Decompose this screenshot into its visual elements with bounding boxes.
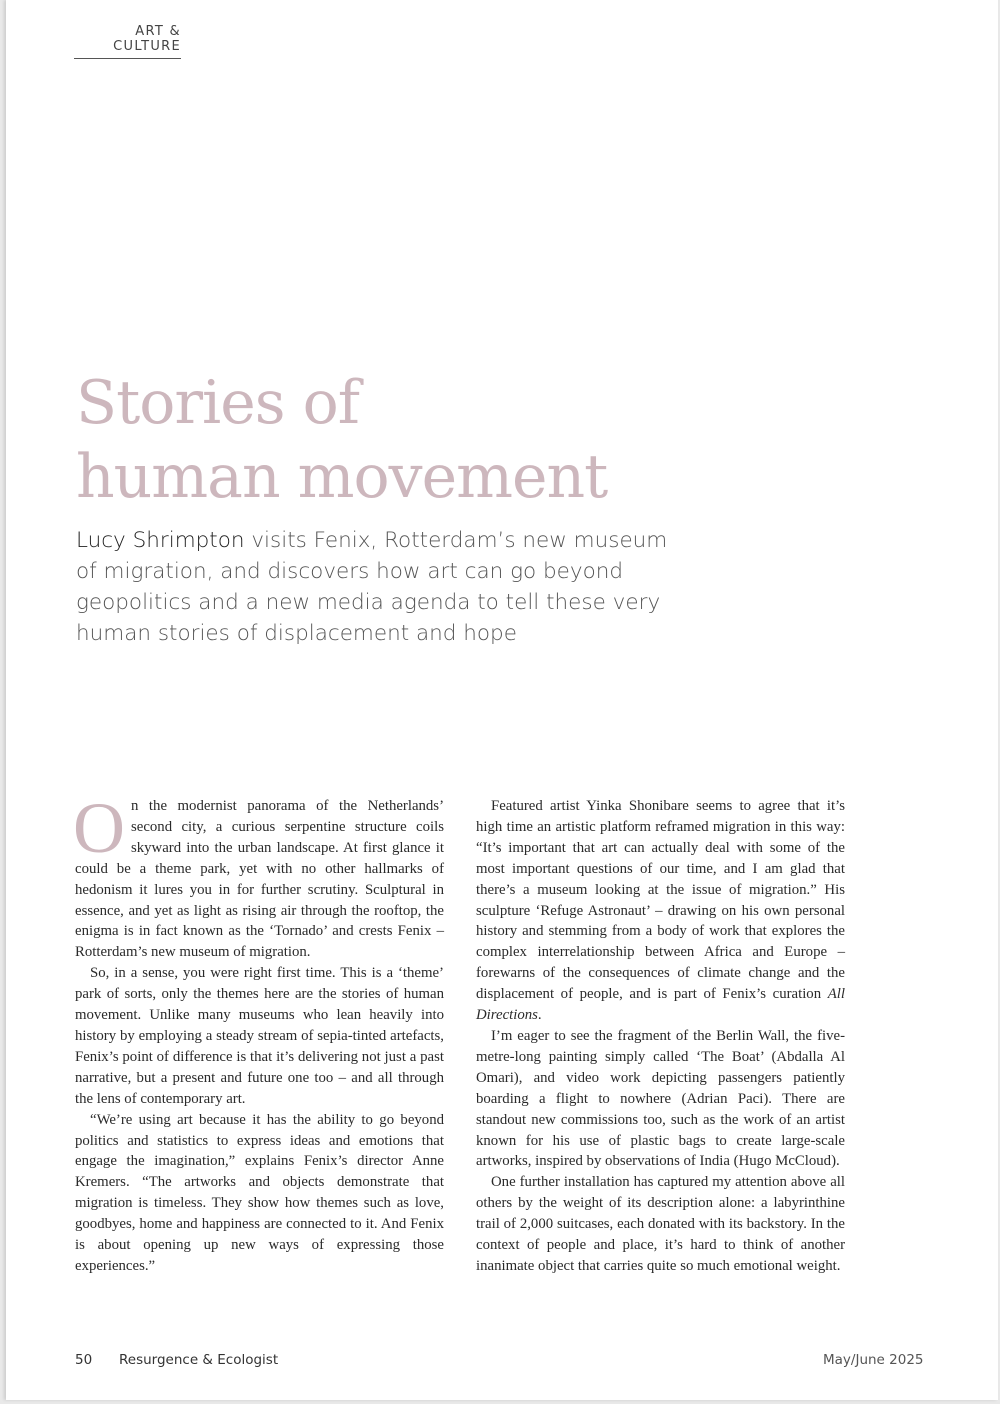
drop-cap: O: [73, 788, 125, 868]
author-name: Lucy Shrimpton: [76, 528, 245, 553]
section-tag: [74, 24, 181, 59]
body-paragraph: [476, 796, 845, 1026]
headline-line-1: Stories of: [76, 368, 359, 438]
standfirst-text: visits Fenix, Rotterdam’s new museum of migration, and discovers how art can go beyond geopolitics and a new media agenda to tell these very human stories of displacement and hope: [76, 528, 668, 646]
body-paragraph: So, in a sense, you were right first time. This is a ‘theme’ park of sorts, only the themes here are the stories of human movement. Unlike many museums who lean heavily into history by employing a steady stream of sepia-tinted artefacts, Fenix’s point of difference is that it’s delivering not just a past narrative, but a present and future one too – and all through the lens of contemporary art.: [75, 965, 444, 1107]
body-paragraph: “We’re using art because it has the ability to go beyond politics and statistics to express ideas and emotions that engage the imagination,” explains Fenix’s director Anne Kremers. “The artworks and objects demonstrate that migration is timeless. They show how themes such as love, goodbyes, home and happiness are connected to it. And Fenix is about opening up new ways of expressing those experiences.”: [75, 1111, 444, 1274]
magazine-page: [6, 0, 998, 1400]
magazine-name: Resurgence & Ecologist: [119, 1352, 279, 1368]
page-number: 50: [75, 1352, 93, 1368]
section-label: ART & CULTURE: [113, 24, 181, 54]
body-paragraph: I’m eager to see the fragment of the Berlin Wall, the five-metre-long painting simply called ‘The Boat’ (Abdalla Al Omari), and video work depicting passengers patiently boarding a flight to nowhere (Adrian Paci). There are standout new commissions too, such as the work of an artist known for his use of plastic bags to create large-scale artworks, inspired by observations of India (Hugo McCloud).: [476, 1027, 845, 1170]
article-headline: [76, 366, 716, 514]
paragraph-text: n the modernist panorama of the Netherlands’ second city, a curious serpentine structure coils skyward into the urban landscape. At first glance it could be a theme park, yet with no other hallmarks of hedonism it lures you in for further scrutiny. Sculptural in essence, and yet as light as rising air through the rooftop, the enigma is in fact known as the ‘Tornado’ and crests Fenix – Rotterdam’s new museum of migration.: [75, 798, 444, 961]
exhibition-title: All Directions: [476, 986, 845, 1024]
body-column-left: [73, 788, 444, 1277]
body-paragraph: One further installation has captured my attention above all others by the weight of its description alone: a labyrinthine trail of 2,000 suitcases, each donated with its backstory. In the context of people and place, it’s hard to think of another inanimate object that carries quite so much emotional weight.: [476, 1174, 845, 1274]
body-paragraph: [73, 788, 444, 963]
issue-date: May/June 2025: [823, 1352, 924, 1368]
body-column-right: [476, 796, 845, 1277]
paragraph-end: .: [537, 1007, 542, 1024]
standfirst: [76, 525, 676, 649]
headline-line-2: human movement: [76, 442, 608, 512]
paragraph-text: Featured artist Yinka Shonibare seems to agree that it’s high time an artistic platform reframed migration in this way: “It’s important that art can actually deal with some of the most important questions of our time, and I am glad that there’s a museum looking at the issue of migration.” His sculpture ‘Refuge Astronaut’ – drawing on his own personal history and stemming from a body of work that explores the complex interrelationship between Africa and Europe – forewarns of the consequences of climate change and the displacement of people, and is part of Fenix’s curation: [476, 798, 845, 1003]
